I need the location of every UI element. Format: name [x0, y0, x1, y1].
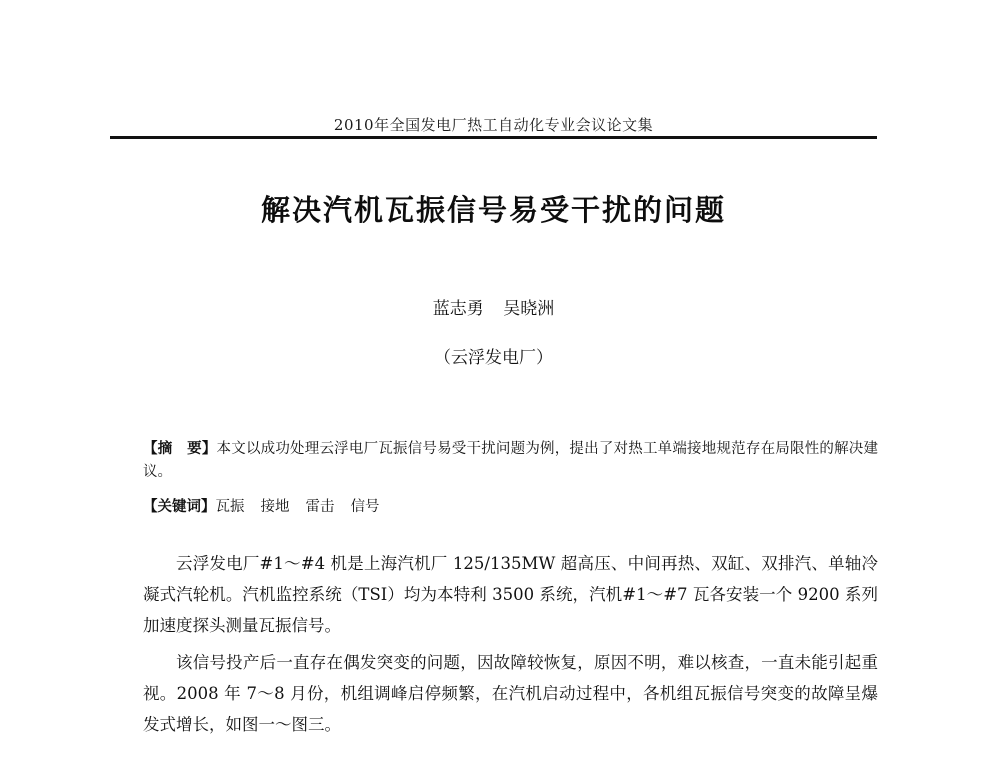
body-text	[143, 548, 878, 746]
authors: 蓝志勇 吴晓洲	[432, 299, 555, 319]
abstract-text: 本文以成功处理云浮电厂瓦振信号易受干扰问题为例，提出了对热工单端接地规范存在局限性的解决建议。	[143, 441, 879, 480]
abstract-label: 【摘 要】	[143, 441, 217, 457]
body-paragraph: 云浮发电厂#1～#4 机是上海汽机厂 125/135MW 超高压、中间再热、双缸、双排汽、单轴冷凝式汽轮机。汽机监控系统（TSI）均为本特利 3500 系统，汽机#1～#7 瓦各安装一个 9200 系列加速度探头测量瓦振信号。	[143, 554, 878, 635]
affiliation: （云浮发电厂）	[434, 348, 553, 368]
keyword: 接地	[260, 499, 290, 515]
keywords-label: 【关键词】	[143, 499, 216, 515]
paper-title: 解决汽机瓦振信号易受干扰的问题	[260, 193, 726, 227]
header-rule	[110, 136, 877, 139]
keyword: 信号	[350, 499, 380, 515]
abstract	[143, 438, 878, 484]
keyword: 瓦振	[215, 499, 245, 515]
body-paragraph: 该信号投产后一直存在偶发突变的问题，因故障较恢复，原因不明，难以核查，一直未能引起重视。2008 年 7～8 月份，机组调峰启停频繁，在汽机启动过程中，各机组瓦振信号突变的故障呈爆发式增长，如图一～图三。	[143, 653, 878, 734]
running-header: 2010年全国发电厂热工自动化专业会议论文集	[333, 116, 654, 134]
keywords	[143, 496, 878, 519]
keyword: 雷击	[305, 499, 335, 515]
